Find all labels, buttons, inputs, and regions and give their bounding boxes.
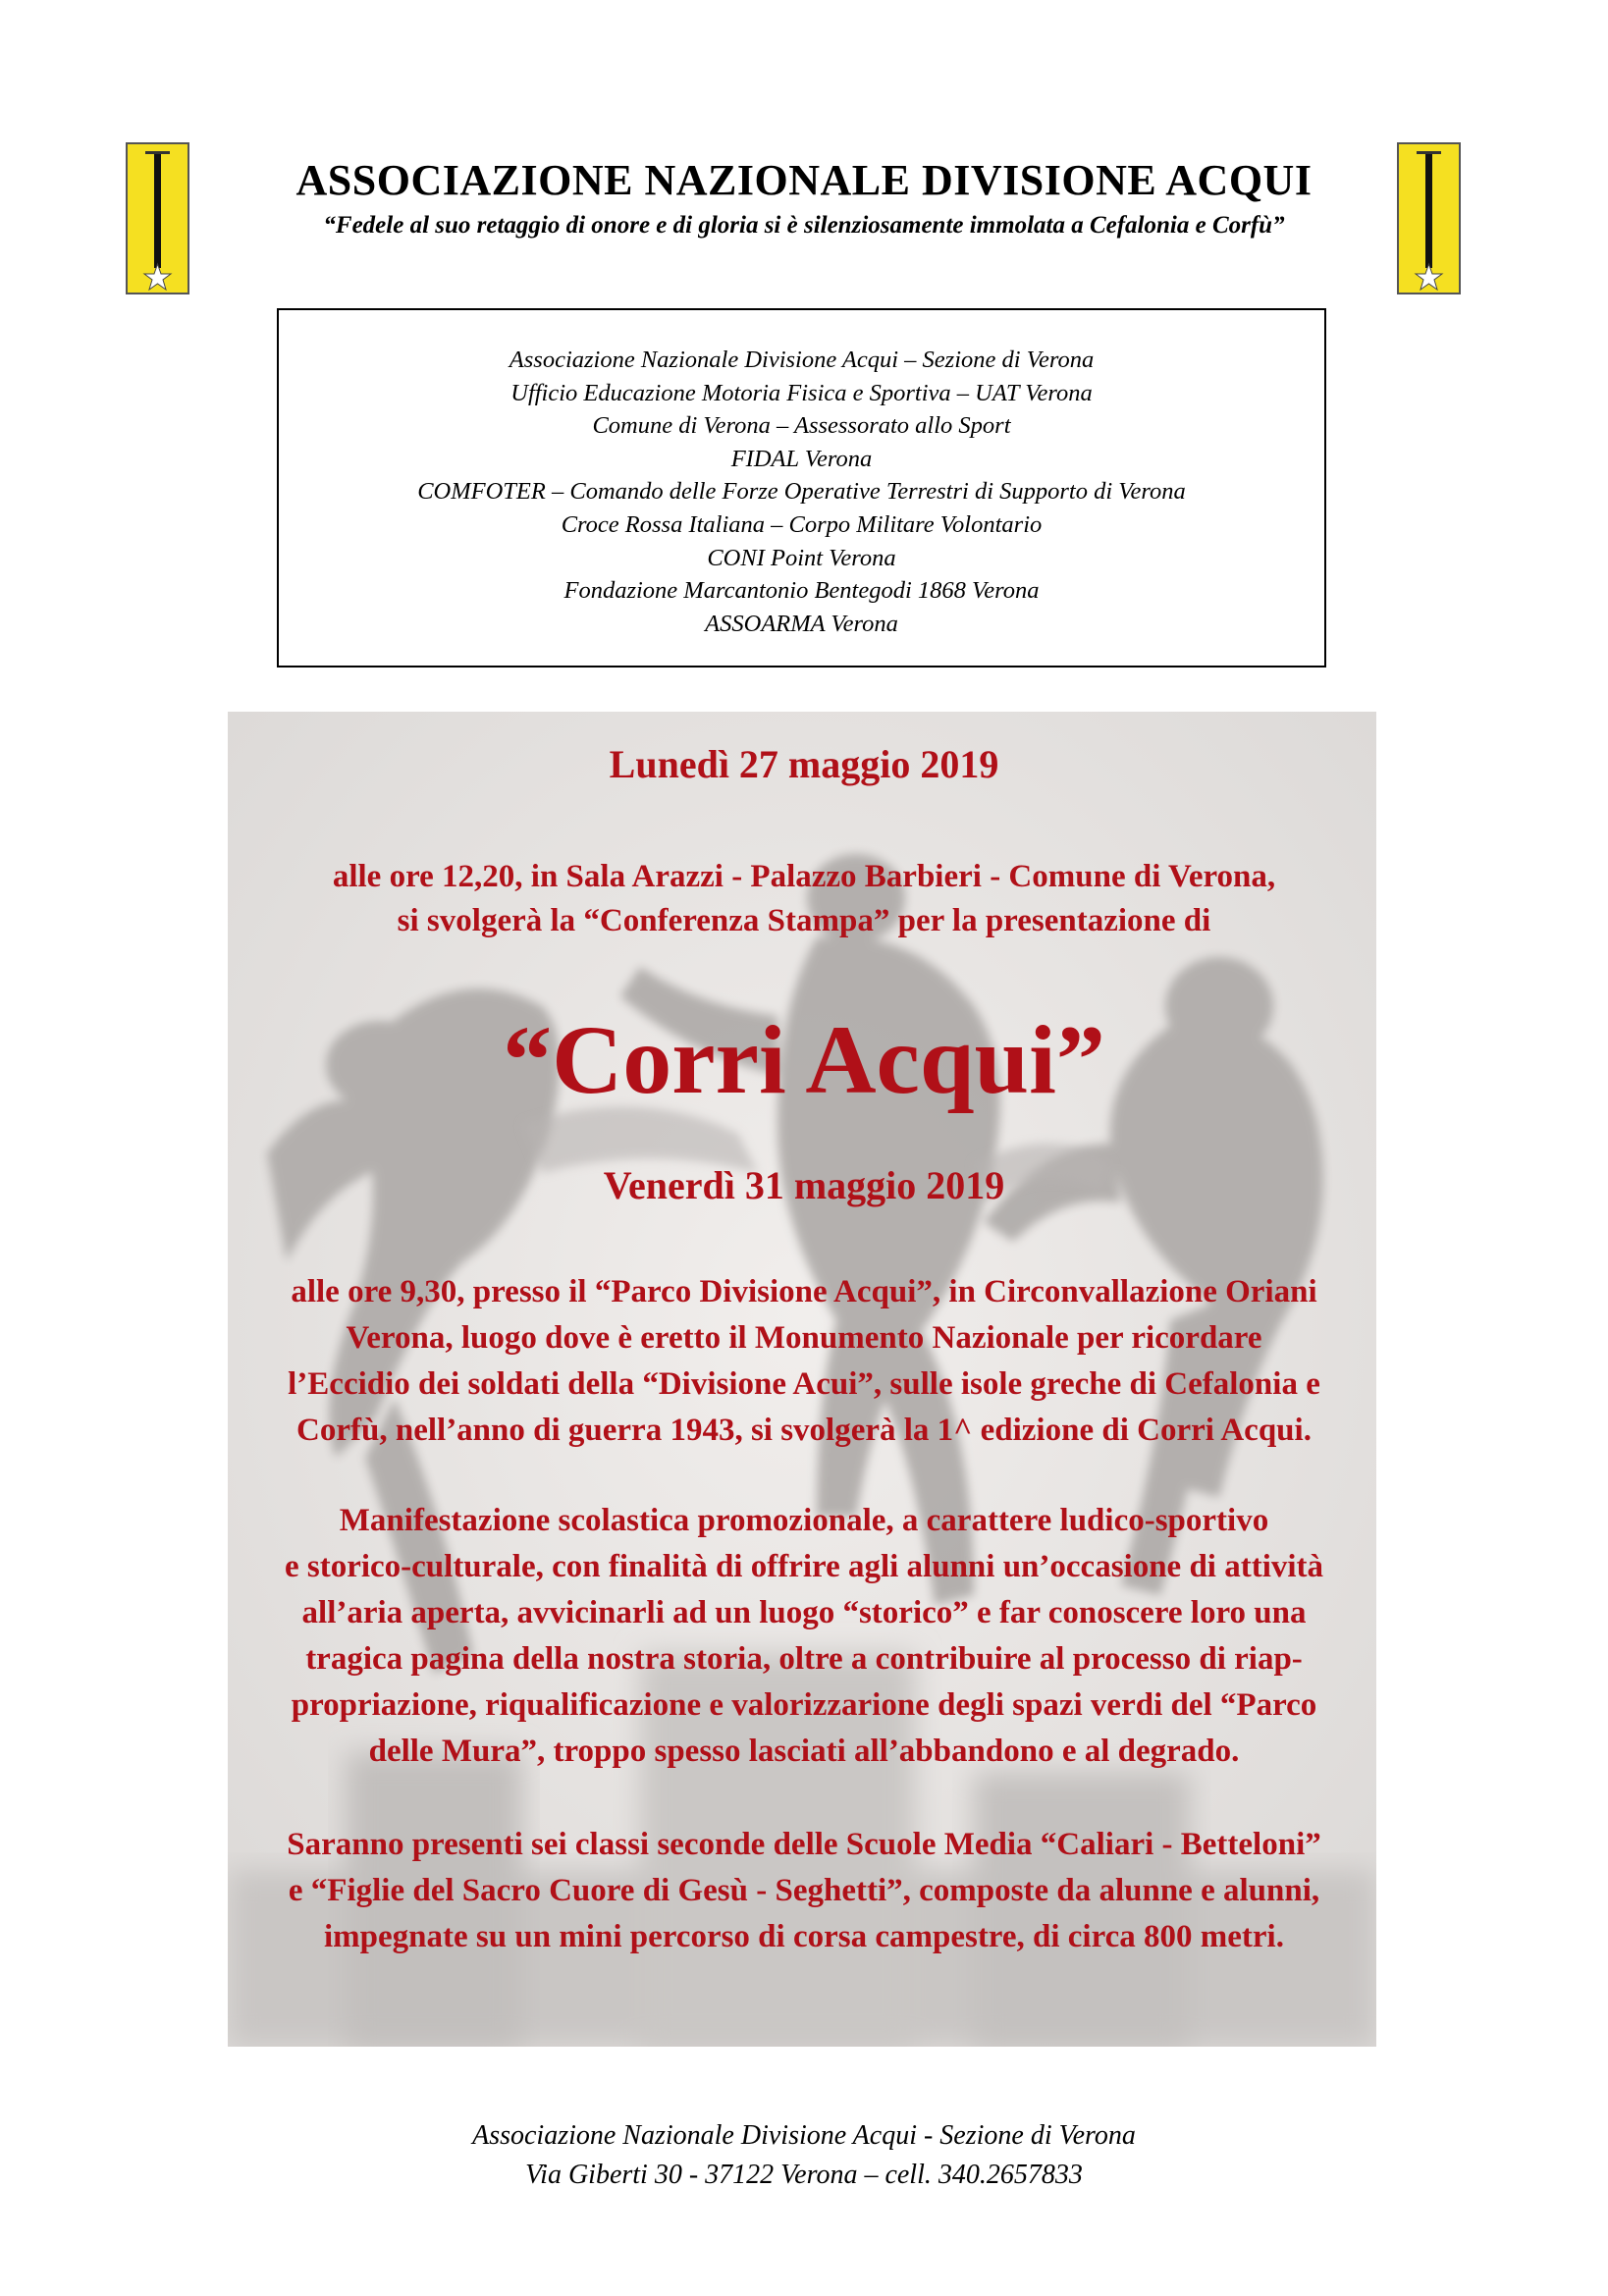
footer bbox=[0, 2116, 1608, 2195]
partner-line: ASSOARMA Verona bbox=[705, 610, 898, 637]
press-conference-details bbox=[0, 855, 1608, 943]
partner-line: CONI Point Verona bbox=[707, 544, 896, 571]
text-line: tragica pagina della nostra storia, oltre a contribuire al processo di riap- bbox=[305, 1641, 1303, 1677]
text-line: e “Figlie del Sacro Cuore di Gesù - Seghetti”, composte da alunne e alunni, bbox=[288, 1873, 1320, 1908]
race-date: Venerdì 31 maggio 2019 bbox=[603, 1163, 1005, 1207]
text-line: Saranno presenti sei classi seconde delle Scuole Media “Caliari - Betteloni” bbox=[287, 1827, 1321, 1862]
text-line: propriazione, riqualificazione e valorizzarione degli spazi verdi del “Parco bbox=[291, 1687, 1317, 1723]
header bbox=[0, 155, 1608, 241]
text-line: l’Eccidio dei soldati della “Divisione Acui”, sulle isole greche di Cefalonia e bbox=[288, 1366, 1320, 1402]
text-line: impegnate su un mini percorso di corsa campestre, di circa 800 metri. bbox=[324, 1919, 1284, 1954]
text-line: Manifestazione scolastica promozionale, a carattere ludico-sportivo bbox=[339, 1503, 1269, 1538]
event-purpose bbox=[0, 1498, 1608, 1775]
organization-title: ASSOCIAZIONE NAZIONALE DIVISIONE ACQUI bbox=[295, 156, 1313, 204]
partner-line: Comune di Verona – Assessorato allo Sport bbox=[592, 412, 1011, 440]
footer-organization: Associazione Nazionale Divisione Acqui - Sezione di Verona bbox=[472, 2120, 1136, 2151]
text-line: all’aria aperta, avvicinarli ad un luogo “storico” e far conoscere loro una bbox=[301, 1595, 1307, 1630]
text-line: alle ore 12,20, in Sala Arazzi - Palazzo Barbieri - Comune di Verona, bbox=[332, 859, 1276, 894]
footer-address: Via Giberti 30 - 37122 Verona – cell. 340.2657833 bbox=[525, 2160, 1083, 2190]
partner-line: Ufficio Educazione Motoria Fisica e Sportiva – UAT Verona bbox=[510, 379, 1093, 406]
partners-box bbox=[277, 308, 1326, 667]
participants bbox=[0, 1822, 1608, 1960]
text-line: Verona, luogo dove è eretto il Monumento Nazionale per ricordare bbox=[346, 1320, 1262, 1356]
press-conference-date: Lunedì 27 maggio 2019 bbox=[609, 742, 999, 786]
text-line: delle Mura”, troppo spesso lasciati all’abbandono e al degrado. bbox=[368, 1734, 1240, 1769]
event-title: “Corri Acqui” bbox=[503, 1005, 1105, 1114]
partner-line: Associazione Nazionale Divisione Acqui – Sezione di Verona bbox=[509, 347, 1095, 373]
partner-line: FIDAL Verona bbox=[730, 445, 873, 472]
text-line: si svolgerà la “Conferenza Stampa” per la presentazione di bbox=[397, 903, 1211, 938]
partner-line: Fondazione Marcantonio Bentegodi 1868 Verona bbox=[563, 577, 1040, 605]
partner-line: Croce Rossa Italiana – Corpo Militare Volontario bbox=[561, 510, 1043, 538]
race-description bbox=[0, 1269, 1608, 1454]
text-line: Corfù, nell’anno di guerra 1943, si svolgerà la 1^ edizione di Corri Acqui. bbox=[296, 1413, 1312, 1448]
text-line: e storico-culturale, con finalità di offrire agli alunni un’occasione di attività bbox=[284, 1549, 1324, 1584]
organization-motto: “Fedele al suo retaggio di onore e di gloria si è silenziosamente immolata a Cefalonia e Corfù” bbox=[323, 212, 1285, 239]
text-line: alle ore 9,30, presso il “Parco Divisione Acqui”, in Circonvallazione Oriani bbox=[291, 1274, 1317, 1309]
partner-line: COMFOTER – Comando delle Forze Operative Terrestri di Supporto di Verona bbox=[417, 478, 1186, 506]
